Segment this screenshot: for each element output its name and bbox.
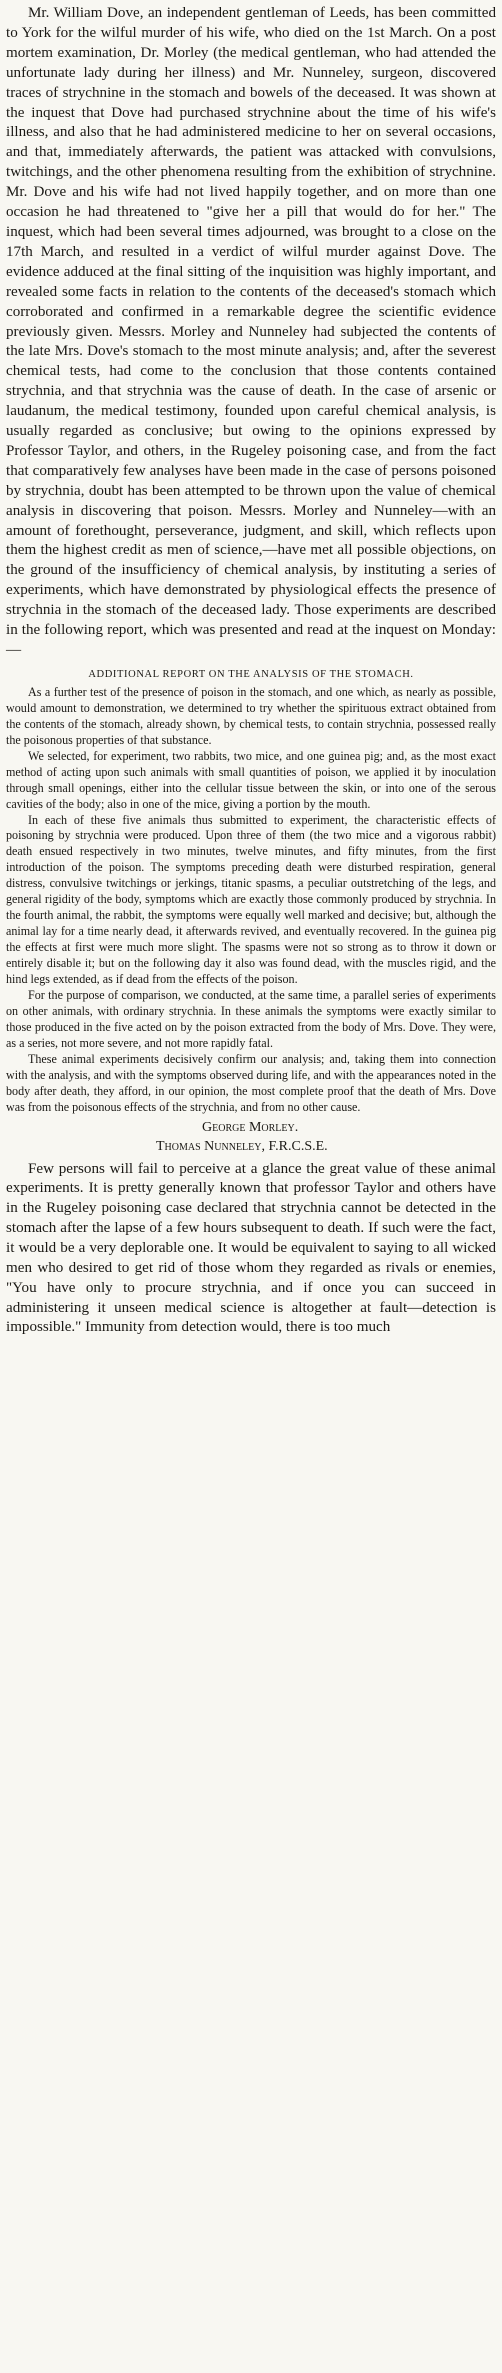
signature-morley: George Morley. [202,1119,299,1135]
report-paragraph: In each of these five animals thus submitted to experiment, the characteristic effects of poisoning by strychnia were produced. Upon three of them (the two mice and a vigorous rabbit) death ensued respectively in two minutes, twelve minutes, and fifty minutes, from the first introduction of the poison. The symptoms preceding death were disturbed respiration, general distress, convulsive twitchings or jerkings, titanic spasms, a peculiar outstretching of the legs, and general rigidity of the body, symptoms which are exactly those commonly produced by strychnia. In the fourth animal, the rabbit, the symptoms were equally well marked and decisive; but, although the animal lay for a time nearly dead, it afterwards revived, and eventually recovered. In the guinea pig the effects at first were much more slight. The spasms were not so strong as to throw it down or entirely disable it; but on the following day it also was found dead, with the muscles rigid, and the hind legs extended, as if dead from the effects of the poison. [6,812,496,987]
report-paragraph: These animal experiments decisively confirm our analysis; and, taking them into connection with the analysis, and with the symptoms observed during life, and with the appearances noted in the body after death, they afford, in our opinion, the most complete proof that the death of Mrs. Dove was from the poisonous effects of the strychnia, and from no other cause. [6,1051,496,1114]
signature-nunneley: Thomas Nunneley, F.R.C.S.E. [156,1138,328,1154]
closing-paragraph: Few persons will fail to perceive at a glance the great value of these animal experiments. It is pretty generally known that professor Taylor and others have in the Rugeley poisoning case declared that strychnia cannot be detected in the stomach after the lapse of a few hours subsequent to death. If such were the fact, it would be a very deplorable one. It would be equivalent to saying to all wicked men who desired to get rid of those whom they regarded as rivals or enemies, "You have only to procure strychnia, and if once you can succeed in administering it unseen medical science is altogether at fault—detection is impossible." Immunity from detection would, there is too much [6,1160,496,1336]
lead-paragraph: Mr. William Dove, an independent gentleman of Leeds, has been committed to York for the wilful murder of his wife, who died on the 1st March. On a post mortem examination, Dr. Morley (the medical gentleman, who had attended the unfortunate lady during her illness) and Mr. Nunneley, surgeon, discovered traces of strychnine in the stomach and bowels of the deceased. It was shown at the inquest that Dove had purchased strychnine about the time of his wife's illness, and also that he had administered medicine to her on several occasions, and that, immediately afterwards, the patient was attacked with convulsions, twitchings, and the other phenomena resulting from the exhibition of strychnine. Mr. Dove and his wife had not lived happily together, and on more than one occasion he had threatened to "give her a pill that would do for her." The inquest, which had been several times adjourned, was brought to a close on the 17th March, and resulted in a verdict of wilful murder against Dove. The evidence adduced at the final sitting of the inquisition was highly important, and revealed some facts in relation to the contents of the deceased's stomach which corroborated and confirmed in a remarkable degree the scientific evidence previously given. Messrs. Morley and Nunneley had subjected the contents of the late Mrs. Dove's stomach to the most minute analysis; and, after the severest chemical tests, had come to the conclusion that those contents contained strychnia, and that strychnia was the cause of death. In the case of arsenic or laudanum, the medical testimony, founded upon careful chemical analysis, is usually regarded as conclusive; but owing to the opinions expressed by Professor Taylor, and others, in the Rugeley poisoning case, and from the fact that comparatively few analyses have been made in the case of persons poisoned by strychnia, doubt has been attempted to be thrown upon the value of chemical analysis in discovering that poison. Messrs. Morley and Nunneley—with an amount of forethought, perseverance, judgment, and skill, which reflects upon them the highest credit as men of science,—have met all possible objections, on the ground of the insufficiency of chemical analysis, by instituting a series of experiments, which have demonstrated by physiological effects the presence of strychnia in the stomach of the deceased lady. Those experiments are described in the following report, which was presented and read at the inquest on Monday:— [6,5,496,658]
report-signatures [6,1118,496,1156]
report-paragraph: We selected, for experiment, two rabbits, two mice, and one guinea pig; and, as the most exact method of acting upon such animals with small quantities of poison, we applied it by inoculation through small openings, either into the cellular tissue between the skin, or into one of the serous cavities of the body; also in one of the mice, giving a portion by the mouth. [6,748,496,811]
report-paragraph: As a further test of the presence of poison in the stomach, and one which, as nearly as possible, would amount to demonstration, we determined to try whether the spirituous extract obtained from the contents of the stomach, already shown, by chemical tests, to contain strychnia, possessed really the poisonous properties of that substance. [6,684,496,747]
report-paragraph: For the purpose of comparison, we conducted, at the same time, a parallel series of experiments on other animals, with ordinary strychnia. In these animals the symptoms were exactly similar to those produced in the five acted on by the poison extracted from the body of Mrs. Dove. They were, as a series, not more severe, and not more rapidly fatal. [6,988,496,1050]
report-heading: ADDITIONAL REPORT ON THE ANALYSIS OF THE STOMACH. [88,668,414,680]
